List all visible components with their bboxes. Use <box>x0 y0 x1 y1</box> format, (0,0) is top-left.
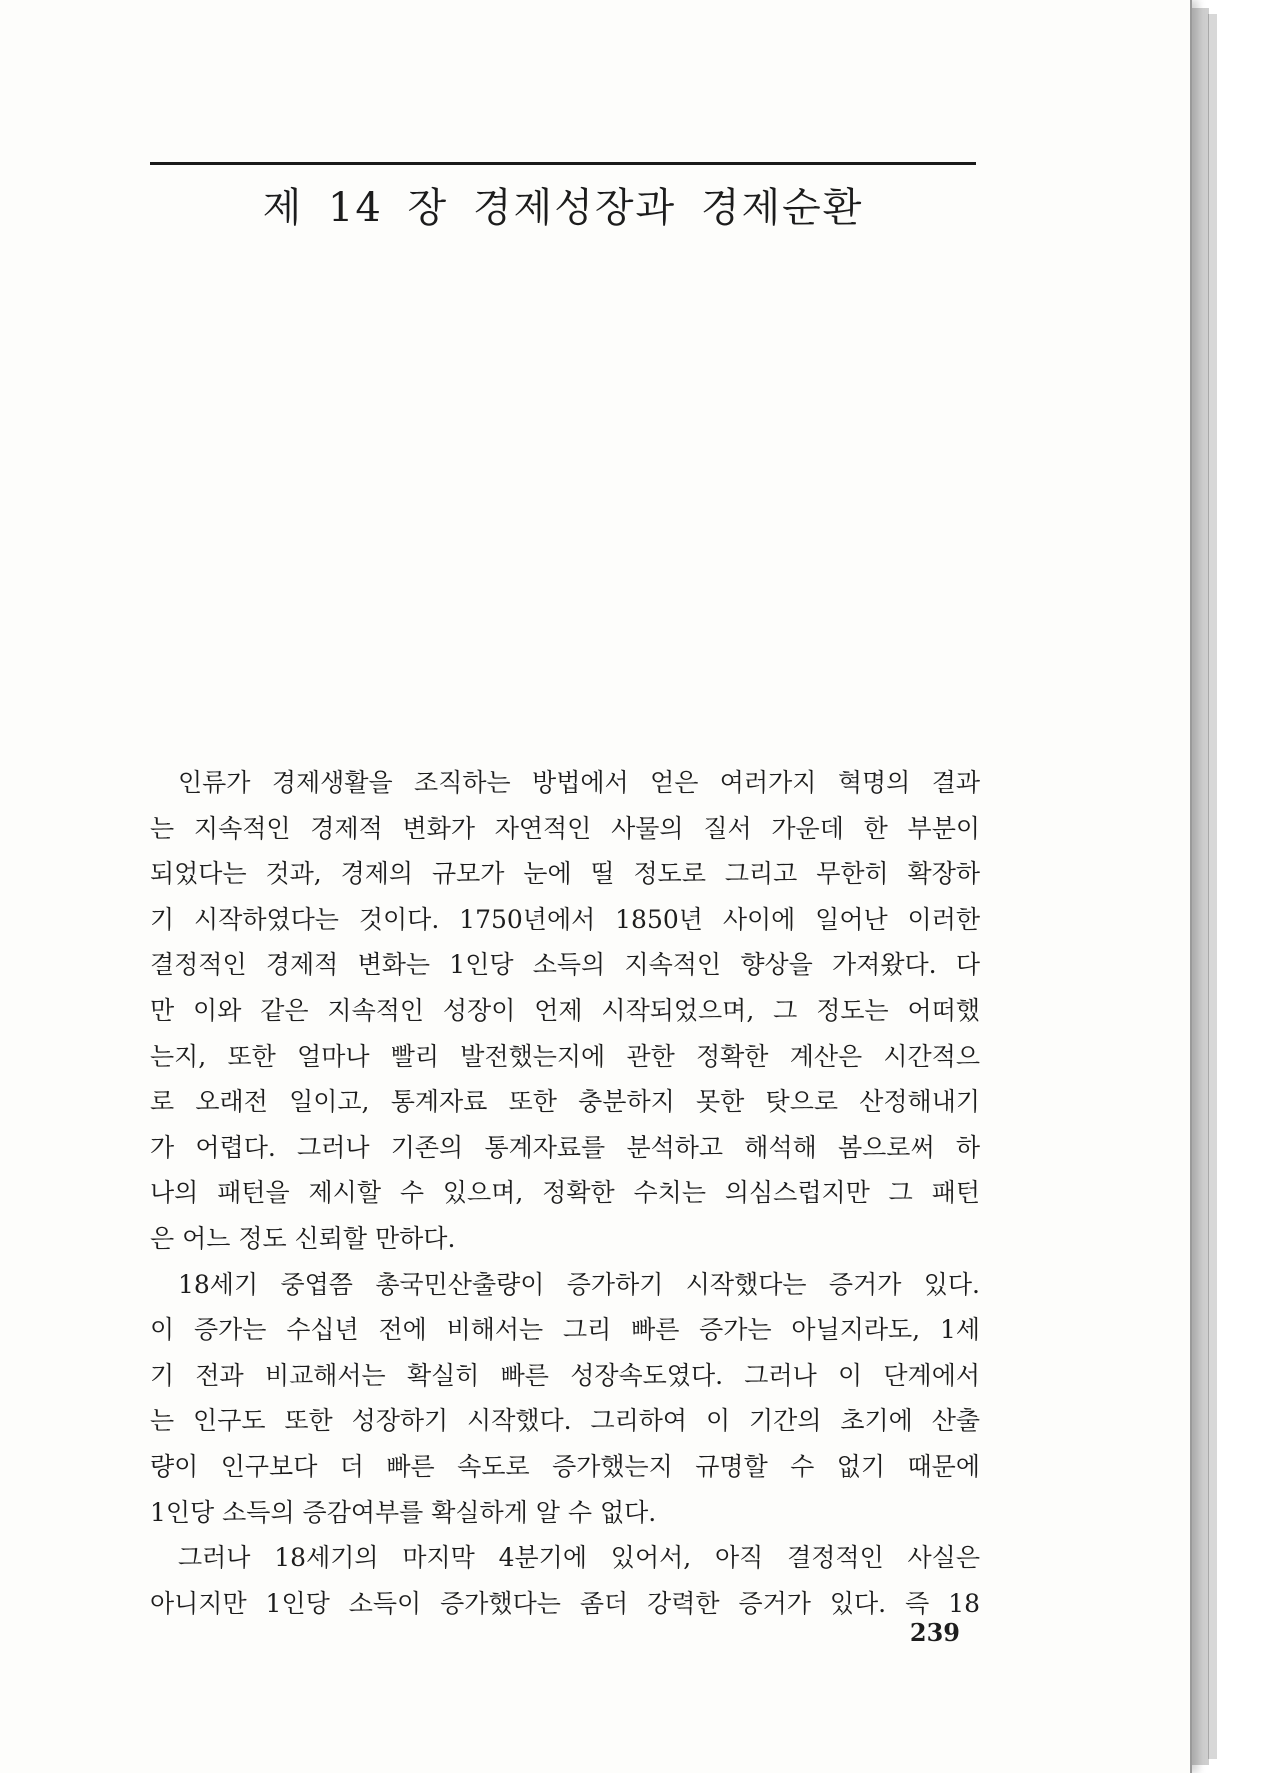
paragraph <box>150 760 980 1262</box>
page-number: 239 <box>909 1618 960 1647</box>
text-line: 아니지만 1인당 소득이 증가했다는 좀더 강력한 증거가 있다. 즉 18 <box>150 1588 980 1618</box>
text-line: 은 어느 정도 신뢰할 만하다. <box>150 1223 456 1253</box>
text-line: 나의 패턴을 제시할 수 있으며, 정확한 수치는 의심스럽지만 그 패턴 <box>150 1178 980 1208</box>
paragraph <box>150 1262 980 1536</box>
text-line: 로 오래전 일이고, 통계자료 또한 충분하지 못한 탓으로 산정해내기 <box>150 1087 980 1117</box>
text-line: 결정적인 경제적 변화는 1인당 소득의 지속적인 향상을 가져왔다. 다 <box>150 950 980 980</box>
text-line: 1인당 소득의 증감여부를 확실하게 알 수 없다. <box>150 1497 657 1527</box>
page-stack-edge-inner <box>1208 14 1217 1759</box>
text-line: 이 증가는 수십년 전에 비해서는 그리 빠른 증가는 아닐지라도, 1세 <box>150 1315 980 1345</box>
chapter-heading <box>150 176 976 233</box>
paragraph <box>150 1535 980 1626</box>
text-line: 기 시작하였다는 것이다. 1750년에서 1850년 사이에 일어난 이러한 <box>150 904 980 934</box>
text-line: 가 어렵다. 그러나 기존의 통계자료를 분석하고 해석해 봄으로써 하 <box>150 1132 980 1162</box>
text-line: 기 전과 비교해서는 확실히 빠른 성장속도였다. 그러나 이 단계에서 <box>150 1360 980 1390</box>
chapter-number: 제 14 장 <box>262 185 449 231</box>
page-stack-edge <box>1190 8 1209 1765</box>
text-line: 는 인구도 또한 성장하기 시작했다. 그리하여 이 기간의 초기에 산출 <box>150 1406 980 1436</box>
text-line: 는지, 또한 얼마나 빨리 발전했는지에 관한 정확한 계산은 시간적으 <box>150 1041 980 1071</box>
body-text <box>150 760 980 1626</box>
text-line: 인류가 경제생활을 조직하는 방법에서 얻은 여러가지 혁명의 결과 <box>178 768 980 797</box>
text-line: 량이 인구보다 더 빠른 속도로 증가했는지 규명할 수 없기 때문에 <box>150 1451 980 1481</box>
text-line: 되었다는 것과, 경제의 규모가 눈에 띨 정도로 그리고 무한히 확장하 <box>150 859 980 889</box>
text-line: 만 이와 같은 지속적인 성장이 언제 시작되었으며, 그 정도는 어떠했 <box>150 995 980 1025</box>
chapter-top-rule <box>150 162 976 165</box>
text-line: 는 지속적인 경제적 변화가 자연적인 사물의 질서 가운데 한 부분이 <box>150 813 980 843</box>
text-line: 그러나 18세기의 마지막 4분기에 있어서, 아직 결정적인 사실은 <box>178 1543 980 1573</box>
chapter-title: 경제성장과 경제순환 <box>472 185 864 231</box>
text-line: 18세기 중엽쯤 총국민산출량이 증가하기 시작했다는 증거가 있다. <box>178 1269 980 1299</box>
